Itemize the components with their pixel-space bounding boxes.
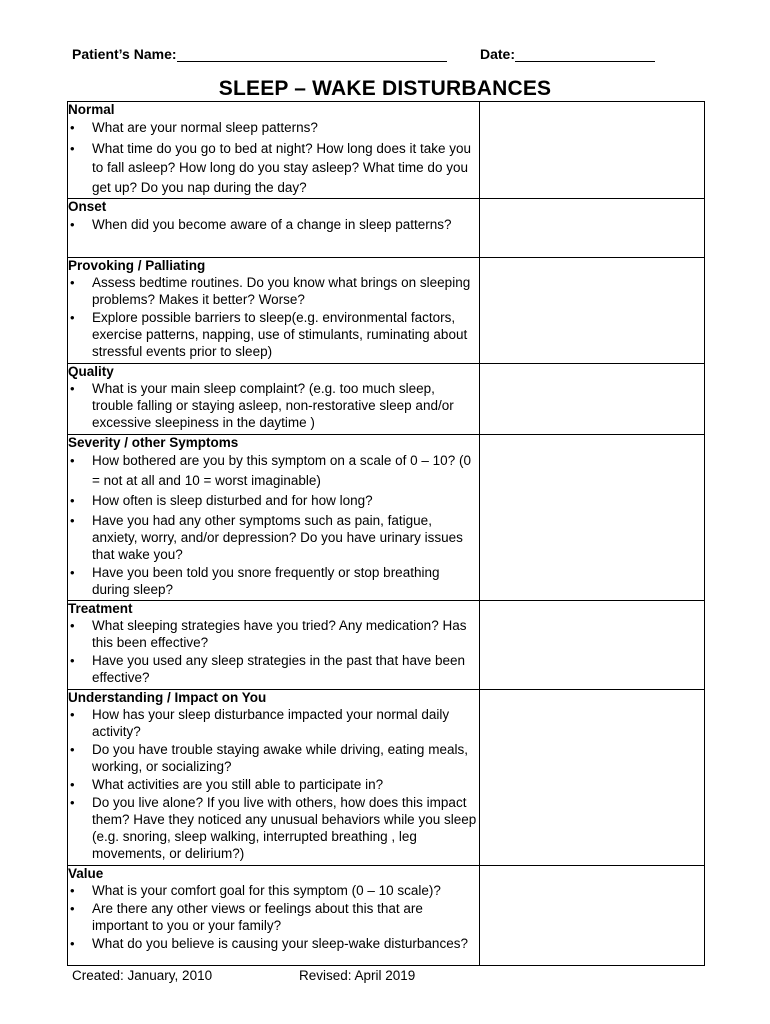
section-cell <box>68 601 480 690</box>
section-cell <box>68 102 480 199</box>
section-heading: Quality <box>68 364 114 379</box>
patient-name-label: Patient’s Name: <box>72 46 177 62</box>
answer-cell[interactable] <box>480 199 705 258</box>
section-row-quality <box>68 364 705 435</box>
section-row-treatment <box>68 601 705 690</box>
section-cell <box>68 258 480 364</box>
section-row-provoking-palliating <box>68 258 705 364</box>
section-heading: Provoking / Palliating <box>68 258 206 273</box>
section-cell <box>68 435 480 601</box>
section-heading: Normal <box>68 102 115 117</box>
section-row-onset <box>68 199 705 258</box>
section-heading: Treatment <box>68 601 133 616</box>
question-item: • Do you live alone? If you live with others, how does this impact them? Have they noticed any unusual behaviors while you sleep (e.g. snoring, sleep walking, interrupted breathing , leg movements, or delirium?) <box>68 794 479 862</box>
section-heading: Severity / other Symptoms <box>68 435 239 450</box>
question-item: • Explore possible barriers to sleep(e.g. environmental factors, exercise patterns, napping, use of stimulants, ruminating about stressful events prior to sleep) <box>68 309 479 360</box>
date-line <box>515 47 655 62</box>
section-row-understanding-impact <box>68 690 705 866</box>
section-cell <box>68 199 480 258</box>
answer-cell[interactable] <box>480 601 705 690</box>
question-item: • What are your normal sleep patterns? <box>68 118 479 138</box>
answer-cell[interactable] <box>480 258 705 364</box>
section-row-severity <box>68 435 705 601</box>
date-label: Date: <box>480 46 516 62</box>
section-heading: Value <box>68 866 104 881</box>
question-item: • Do you have trouble staying awake while driving, eating meals, working, or socializing? <box>68 741 479 775</box>
page-title: SLEEP – WAKE DISTURBANCES <box>218 77 552 100</box>
question-item: • Are there any other views or feelings about this that are important to you or your family? <box>68 900 479 934</box>
assessment-table <box>67 101 705 966</box>
question-item: • How often is sleep disturbed and for how long? <box>68 491 479 511</box>
section-row-value <box>68 866 705 966</box>
section-heading: Onset <box>68 199 107 214</box>
answer-cell[interactable] <box>480 102 705 199</box>
question-item: • What time do you go to bed at night? How long does it take you to fall asleep? How long do you stay asleep? What time do you get up? Do you nap during the day? <box>68 139 479 198</box>
date-field <box>480 46 655 62</box>
patient-name-field <box>72 46 447 62</box>
answer-cell[interactable] <box>480 690 705 866</box>
question-item: • Have you used any sleep strategies in the past that have been effective? <box>68 652 479 686</box>
answer-cell[interactable] <box>480 435 705 601</box>
question-item: • Have you been told you snore frequently or stop breathing during sleep? <box>68 564 479 598</box>
question-item: • When did you become aware of a change in sleep patterns? <box>68 215 479 235</box>
question-item: • What is your main sleep complaint? (e.g. too much sleep, trouble falling or staying asleep, non-restorative sleep and/or excessive sleepiness in the daytime ) <box>68 380 479 431</box>
answer-cell[interactable] <box>480 866 705 966</box>
question-item: • Assess bedtime routines. Do you know what brings on sleeping problems? Makes it better? Worse? <box>68 274 479 308</box>
question-item: • What do you believe is causing your sleep-wake disturbances? <box>68 935 479 952</box>
created-date: Created: January, 2010 <box>72 968 213 983</box>
section-heading: Understanding / Impact on You <box>68 690 267 705</box>
patient-name-line <box>177 47 447 62</box>
question-item: • How bothered are you by this symptom on a scale of 0 – 10? (0 = not at all and 10 = worst imaginable) <box>68 451 479 490</box>
question-item: • How has your sleep disturbance impacted your normal daily activity? <box>68 706 479 740</box>
question-item: • What activities are you still able to participate in? <box>68 776 479 793</box>
revised-date: Revised: April 2019 <box>299 968 416 983</box>
answer-cell[interactable] <box>480 364 705 435</box>
question-item: • What sleeping strategies have you tried? Any medication? Has this been effective? <box>68 617 479 651</box>
question-item: • What is your comfort goal for this symptom (0 – 10 scale)? <box>68 882 479 899</box>
section-cell <box>68 866 480 966</box>
section-cell <box>68 690 480 866</box>
section-cell <box>68 364 480 435</box>
question-item: • Have you had any other symptoms such as pain, fatigue, anxiety, worry, and/or depression? Do you have urinary issues that wake you? <box>68 512 479 563</box>
section-row-normal <box>68 102 705 199</box>
